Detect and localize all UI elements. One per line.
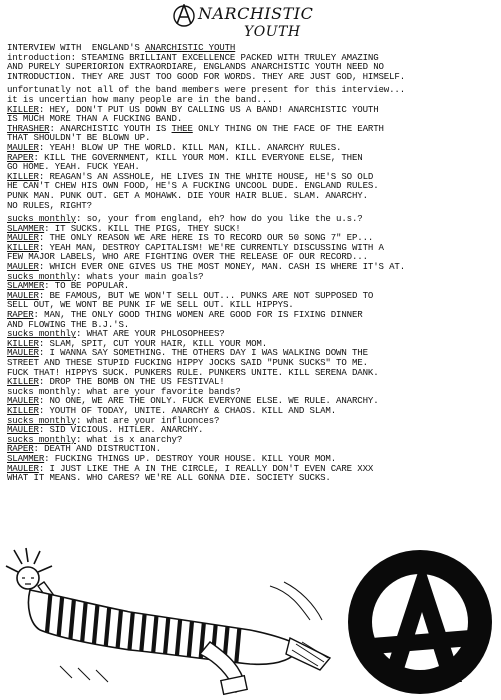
line-text: INTRODUCTION. THEY ARE JUST TOO GOOD FOR WORDS. THEY ARE JUST GOD, HIMSELF. bbox=[7, 70, 406, 82]
line-text: THAT SHOULDN'T BE BLOWN UP. bbox=[7, 132, 151, 144]
speaker-label: ANARCHISTIC YOUTH bbox=[145, 42, 236, 53]
line-text: : REAGAN'S AN ASSHOLE, HE LIVES IN THE WHITE HOUSE, HE'S SO OLD bbox=[38, 170, 374, 182]
line-text: : THE ONLY REASON WE ARE HERE IS TO RECORD OUR 50 SONG 7" EP... bbox=[38, 232, 374, 244]
speaker-label: SLAMMER bbox=[7, 222, 45, 234]
line-text: FEW MAJOR LABELS, WHO ARE FIGHTING OVER THE RELEASE OF OUR RECORD... bbox=[7, 251, 368, 263]
line-text: : SID VICIOUS. HITLER. ANARCHY. bbox=[38, 424, 204, 436]
line-text: : I JUST LIKE THE A IN THE CIRCLE, I REALLY DON'T EVEN CARE XXX bbox=[38, 462, 374, 474]
line-text: : KILL THE GOVERNMENT, KILL YOUR MOM. KILL EVERYONE ELSE, THEN bbox=[33, 151, 363, 163]
line-text: : MAN, THE ONLY GOOD THING WOMEN ARE GOOD FOR IS FIXING DINNER bbox=[33, 309, 363, 321]
speaker-label: MAULER bbox=[7, 232, 39, 244]
line-text: unfortunatly not all of the band members were present for this interview... bbox=[7, 84, 406, 96]
line-text: : I WANNA SAY SOMETHING. THE OTHERS DAY I WAS WALKING DOWN THE bbox=[38, 347, 368, 359]
speaker-label: SLAMMER bbox=[7, 280, 45, 292]
interview-transcript bbox=[7, 43, 497, 483]
line-text: IS MUCH MORE THAN A FUCKING BAND. bbox=[7, 113, 183, 125]
line-text: : BE FAMOUS, BUT WE WON'T SELL OUT... PUNKS ARE NOT SUPPOSED TO bbox=[38, 289, 374, 301]
transcript-line bbox=[7, 473, 497, 483]
line-text: : YOUTH OF TODAY, UNITE. ANARCHY & CHAOS. KILL AND SLAM. bbox=[38, 404, 337, 416]
speaker-label: THEE bbox=[171, 122, 193, 134]
speaker-label: RAPER bbox=[7, 309, 34, 321]
speaker-label: RAPER bbox=[7, 443, 34, 455]
speaker-label: sucks monthly bbox=[7, 213, 76, 225]
line-text: WHAT IT MEANS. WHO CARES? WE'RE ALL GONNA DIE. SOCIETY SUCKS. bbox=[7, 472, 331, 484]
anarchy-a-icon bbox=[172, 4, 196, 28]
speaker-label: MAULER bbox=[7, 347, 39, 359]
line-text: : SLAM, SPIT, CUT YOUR HAIR, KILL YOUR MOM. bbox=[38, 337, 268, 349]
speaker-label: KILLER bbox=[7, 337, 39, 349]
speaker-label: KILLER bbox=[7, 103, 39, 115]
speaker-label: KILLER bbox=[7, 241, 39, 253]
line-text: introduction: STEAMING BRILLIANT EXCELLENCE PACKED WITH TRULEY AMAZING bbox=[7, 51, 379, 63]
transcript-line bbox=[7, 72, 497, 82]
line-text: : what is x anarchy? bbox=[76, 433, 183, 445]
line-text: AND PURELY SUPERIORION EXTRAORDIARE, ENGLANDS ANARCHISTIC YOUTH NEED NO bbox=[7, 61, 384, 73]
speaker-label: MAULER bbox=[7, 289, 39, 301]
illustrations bbox=[0, 546, 501, 700]
speaker-label: SLAMMER bbox=[7, 452, 45, 464]
line-text: STREET AND THESE STUPID FUCKING HIPPY JOCKS SAID "PUNK SUCKS" TO ME. bbox=[7, 357, 368, 368]
line-text: GO HOME. YEAH. FUCK YEAH. bbox=[7, 161, 140, 173]
speaker-label: sucks monthly bbox=[7, 270, 76, 282]
line-text: FUCK THAT! HIPPYS SUCK. PUNKERS RULE. PUNKERS UNITE. KILL SERENA DANK. bbox=[7, 366, 379, 378]
line-text: : YEAH MAN, DESTROY CAPITALISM! WE'RE CURRENTLY DISCUSSING WITH A bbox=[38, 241, 384, 253]
line-text: : HEY, DON'T PUT US DOWN BY CALLING US A BAND! ANARCHISTIC YOUTH bbox=[38, 103, 379, 115]
line-text: : YEAH! BLOW UP THE WORLD. KILL MAN, KILL. ANARCHY RULES. bbox=[38, 141, 342, 153]
speaker-label: KILLER bbox=[7, 404, 39, 416]
speaker-label: KILLER bbox=[7, 170, 39, 182]
speaker-label: KILLER bbox=[7, 376, 39, 388]
line-text: : ANARCHISTIC YOUTH IS bbox=[49, 122, 172, 134]
line-text: : FUCKING THINGS UP. DESTROY YOUR HOUSE. KILL YOUR MOM. bbox=[44, 452, 337, 464]
speaker-label: sucks monthly bbox=[7, 433, 76, 445]
line-text: : IT SUCKS. KILL THE PIGS, THEY SUCK! bbox=[44, 222, 241, 234]
speaker-label: RAPER bbox=[7, 151, 34, 163]
speaker-label: sucks monthly bbox=[7, 328, 76, 340]
line-text: it is uncertian how many people are in the band... bbox=[7, 93, 273, 105]
line-text: : what are your influonces? bbox=[76, 414, 220, 426]
speaker-label: sucks monthly bbox=[7, 414, 76, 426]
speaker-label: MAULER bbox=[7, 261, 39, 273]
line-text: AND FLOWING THE B.J.'S. bbox=[7, 318, 130, 330]
speaker-label: MAULER bbox=[7, 395, 39, 407]
line-text: ONLY THING ON THE FACE OF THE EARTH bbox=[192, 122, 384, 134]
masthead bbox=[130, 2, 370, 46]
circle-a-anarchy-symbol bbox=[348, 550, 492, 694]
speaker-label: MAULER bbox=[7, 141, 39, 153]
line-text: : WHICH EVER ONE GIVES US THE MOST MONEY, MAN. CASH IS WHERE IT'S AT. bbox=[38, 261, 406, 273]
line-text: : WHAT ARE YOUR PHLOSOPHEES? bbox=[76, 328, 225, 340]
masthead-title-bottom: YOUTH bbox=[244, 24, 301, 40]
transcript-line bbox=[7, 201, 497, 211]
line-text: : DROP THE BOMB ON THE US FESTIVAL! bbox=[38, 376, 225, 388]
line-text: : so, your from england, eh? how do you like the u.s.? bbox=[76, 213, 363, 225]
statue-of-liberty-drawing bbox=[6, 548, 330, 694]
masthead-title-top: NARCHISTIC bbox=[198, 4, 314, 23]
speaker-label: MAULER bbox=[7, 424, 39, 436]
line-text: SELL OUT, WE WONT BE PUNK IF WE SELL OUT. KILL HIPPYS. bbox=[7, 299, 294, 311]
line-text: PUNK MAN. PUNK OUT. GET A MOHAWK. DIE YOUR HAIR BLUE. SLAM. ANARCHY. bbox=[7, 189, 368, 201]
speaker-label: MAULER bbox=[7, 462, 39, 474]
line-text: HE CAN'T CHEW HIS OWN FOOD, HE'S A FUCKING UNCOOL DUDE. ENGLAND RULES. bbox=[7, 180, 379, 192]
line-text: : TO BE POPULAR. bbox=[44, 280, 130, 292]
line-text: sucks monthly: what are your favorite bands? bbox=[7, 385, 241, 397]
line-text: : whats your main goals? bbox=[76, 270, 204, 282]
line-text: INTERVIEW WITH ENGLAND'S bbox=[7, 42, 145, 53]
line-text: : DEATH AND DISTRUCTION. bbox=[33, 443, 161, 455]
line-text: : NO ONE, WE ARE THE ONLY. FUCK EVERYONE ELSE. WE RULE. ANARCHY. bbox=[38, 395, 379, 407]
line-text: NO RULES, RIGHT? bbox=[7, 199, 92, 211]
speaker-label: THRASHER bbox=[7, 122, 50, 134]
